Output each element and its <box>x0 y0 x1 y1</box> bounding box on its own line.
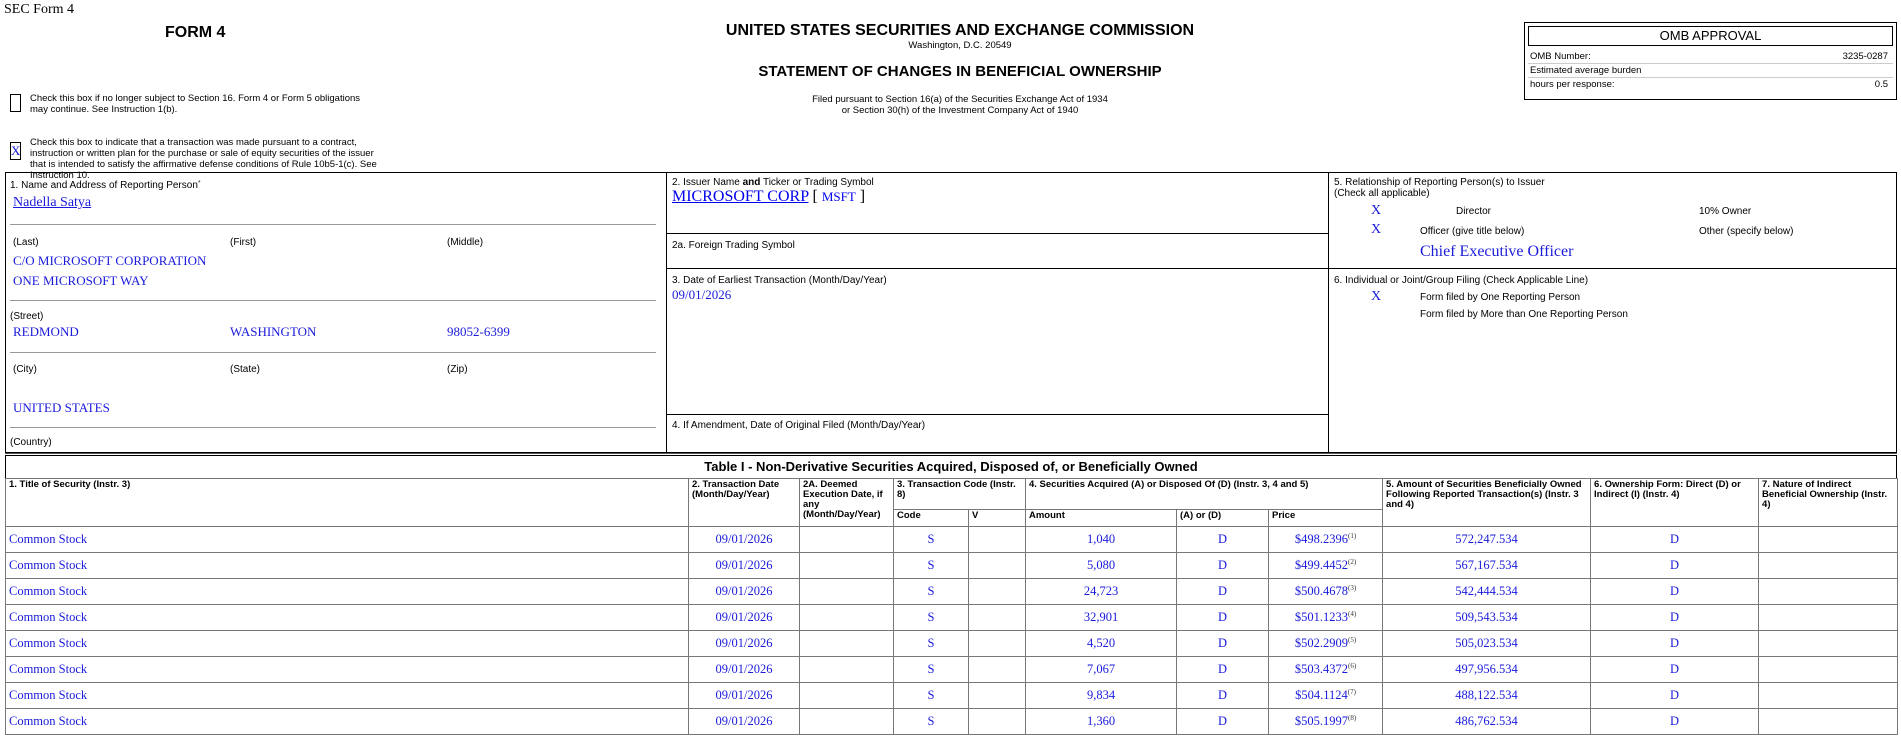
more-persons-label: Form filed by More than One Reporting Person <box>1420 309 1628 320</box>
issuer-name-link[interactable]: MICROSOFT CORP <box>672 188 809 205</box>
table1-title: Table I - Non-Derivative Securities Acquired, Disposed of, or Beneficially Owned <box>5 455 1897 479</box>
amount: 1,040 <box>1026 527 1177 553</box>
security-title: Common Stock <box>6 631 689 657</box>
acquired-disposed: D <box>1177 631 1269 657</box>
col-securities-header: 4. Securities Acquired (A) or Disposed Of (D) (Instr. 3, 4 and 5) <box>1026 479 1383 510</box>
price: $503.4372$^{(6)}$ <box>1269 657 1383 683</box>
col-price-sub: Price <box>1269 510 1383 527</box>
transaction-code: S <box>894 657 969 683</box>
omb-title: OMB APPROVAL <box>1528 26 1893 46</box>
security-title: Common Stock <box>6 657 689 683</box>
acquired-disposed: D <box>1177 709 1269 735</box>
col-date-header: 2. Transaction Date (Month/Day/Year) <box>689 479 800 527</box>
amount: 24,723 <box>1026 579 1177 605</box>
amount: 32,901 <box>1026 605 1177 631</box>
table-row <box>6 709 1898 735</box>
v-cell <box>969 709 1026 735</box>
director-label: Director <box>1456 206 1492 217</box>
director-check[interactable]: X <box>1371 203 1382 218</box>
footnote-ref[interactable]: (2) <box>1347 558 1357 566</box>
nature-indirect <box>1759 527 1898 553</box>
omb-burden-label-2: hours per response: <box>1530 79 1615 90</box>
transaction-date: 09/01/2026 <box>689 605 800 631</box>
first-label: (First) <box>230 237 257 248</box>
transaction-date: 09/01/2026 <box>689 709 800 735</box>
amount: 7,067 <box>1026 657 1177 683</box>
amount: 4,520 <box>1026 631 1177 657</box>
col-code-header: 3. Transaction Code (Instr. 8) <box>894 479 1026 510</box>
col-amount-sub: Amount <box>1026 510 1177 527</box>
ownership-form: D <box>1591 631 1759 657</box>
acquired-disposed: D <box>1177 527 1269 553</box>
transaction-code: S <box>894 553 969 579</box>
price: $501.1233$^{(4)}$ <box>1269 605 1383 631</box>
security-title: Common Stock <box>6 553 689 579</box>
transaction-date: 09/01/2026 <box>689 527 800 553</box>
col-code-sub: Code <box>894 510 969 527</box>
price: $505.1997$^{(8)}$ <box>1269 709 1383 735</box>
ownership-form: D <box>1591 579 1759 605</box>
footnote-ref[interactable]: (3) <box>1347 584 1357 592</box>
footnote-ref[interactable]: (8) <box>1347 714 1357 722</box>
transaction-code: S <box>894 579 969 605</box>
nature-indirect <box>1759 579 1898 605</box>
acquired-disposed: D <box>1177 579 1269 605</box>
owned-following: 497,956.534 <box>1383 657 1591 683</box>
owned-following: 567,167.534 <box>1383 553 1591 579</box>
table-row <box>6 605 1898 631</box>
section16-checkbox[interactable] <box>10 94 21 112</box>
transaction-date: 09/01/2026 <box>689 579 800 605</box>
commission-location: Washington, D.C. 20549 <box>908 40 1012 51</box>
deemed-date <box>800 683 894 709</box>
owned-following: 486,762.534 <box>1383 709 1591 735</box>
street-line-1: C/O MICROSOFT CORPORATION <box>13 253 207 268</box>
deemed-date <box>800 553 894 579</box>
amendment-label: 4. If Amendment, Date of Original Filed (Month/Day/Year) <box>672 420 926 431</box>
acquired-disposed: D <box>1177 657 1269 683</box>
footnote-ref[interactable]: (1) <box>1347 532 1357 540</box>
nature-indirect <box>1759 657 1898 683</box>
price: $502.2909$^{(5)}$ <box>1269 631 1383 657</box>
deemed-date <box>800 631 894 657</box>
amount: 9,834 <box>1026 683 1177 709</box>
transaction-date: 09/01/2026 <box>689 631 800 657</box>
transaction-code: S <box>894 527 969 553</box>
nature-indirect <box>1759 709 1898 735</box>
nature-indirect <box>1759 605 1898 631</box>
issuer-ticker-link[interactable]: MSFT <box>821 189 856 204</box>
zip-label: (Zip) <box>447 364 468 375</box>
col-deemed-header: 2A. Deemed Execution Date, if any (Month/Day/Year) <box>800 479 894 527</box>
relationship-label-2: (Check all applicable) <box>1334 188 1430 199</box>
ten-percent-owner-label: 10% Owner <box>1699 206 1752 217</box>
one-person-check[interactable]: X <box>1371 289 1382 304</box>
security-title: Common Stock <box>6 579 689 605</box>
ownership-form: D <box>1591 605 1759 631</box>
issuer-label: 2. Issuer Name and Ticker or Trading Symbol <box>672 177 874 188</box>
col-title-header: 1. Title of Security (Instr. 3) <box>6 479 689 527</box>
table-row <box>6 553 1898 579</box>
deemed-date <box>800 527 894 553</box>
amount: 5,080 <box>1026 553 1177 579</box>
price: $498.2396$^{(1)}$ <box>1269 527 1383 553</box>
rule10b5-checkbox[interactable]: X <box>11 143 21 158</box>
security-title: Common Stock <box>6 527 689 553</box>
page-label: SEC Form 4 <box>4 2 75 17</box>
issuer-name-line: MICROSOFT CORP [ MSFT ] <box>672 188 866 205</box>
v-cell <box>969 683 1026 709</box>
deemed-date <box>800 709 894 735</box>
ownership-form: D <box>1591 709 1759 735</box>
form-title: FORM 4 <box>165 24 226 41</box>
transaction-code: S <box>894 605 969 631</box>
transaction-date: 09/01/2026 <box>689 683 800 709</box>
filing-label: 6. Individual or Joint/Group Filing (Check Applicable Line) <box>1334 275 1589 286</box>
col-owned-header: 5. Amount of Securities Beneficially Owned Following Reported Transaction(s) (Instr. 3 and 4) <box>1383 479 1591 527</box>
price: $500.4678$^{(3)}$ <box>1269 579 1383 605</box>
city-label: (City) <box>13 364 37 375</box>
security-title: Common Stock <box>6 605 689 631</box>
non-derivative-table <box>5 478 1898 735</box>
reporting-person-name[interactable]: Nadella Satya <box>13 195 92 210</box>
footnote-ref[interactable]: (6) <box>1347 662 1357 670</box>
v-cell <box>969 657 1026 683</box>
ownership-form: D <box>1591 553 1759 579</box>
col-ad-sub: (A) or (D) <box>1177 510 1269 527</box>
officer-check[interactable]: X <box>1371 222 1382 237</box>
nature-indirect <box>1759 631 1898 657</box>
city-value: REDMOND <box>13 324 79 339</box>
street-line-2: ONE MICROSOFT WAY <box>13 273 149 288</box>
transaction-date: 09/01/2026 <box>689 657 800 683</box>
acquired-disposed: D <box>1177 553 1269 579</box>
transaction-code: S <box>894 709 969 735</box>
state-value: WASHINGTON <box>230 324 317 339</box>
officer-label: Officer (give title below) <box>1420 226 1525 237</box>
earliest-transaction-label: 3. Date of Earliest Transaction (Month/Day/Year) <box>672 275 887 286</box>
street-label: (Street) <box>10 311 44 322</box>
col-nature-header: 7. Nature of Indirect Beneficial Ownership (Instr. 4) <box>1759 479 1898 527</box>
omb-number-label: OMB Number: <box>1530 51 1591 62</box>
one-person-label: Form filed by One Reporting Person <box>1420 292 1581 303</box>
relationship-label-1: 5. Relationship of Reporting Person(s) to Issuer <box>1334 177 1545 188</box>
table-row <box>6 579 1898 605</box>
table-row <box>6 631 1898 657</box>
country-label: (Country) <box>10 437 52 448</box>
price: $499.4452$^{(2)}$ <box>1269 553 1383 579</box>
section16-checkbox-text: Check this box if no longer subject to Section 16. Form 4 or Form 5 obligations may continue. See Instruction 1(b). <box>30 93 361 115</box>
owned-following: 505,023.534 <box>1383 631 1591 657</box>
v-cell <box>969 631 1026 657</box>
deemed-date <box>800 605 894 631</box>
earliest-transaction-date: 09/01/2026 <box>672 287 732 302</box>
officer-title: Chief Executive Officer <box>1420 243 1574 260</box>
omb-burden-value: 0.5 <box>1874 79 1888 90</box>
price: $504.1124$^{(7)}$ <box>1269 683 1383 709</box>
omb-approval-box <box>1524 22 1897 100</box>
foreign-symbol-label: 2a. Foreign Trading Symbol <box>672 240 795 251</box>
footnote-ref[interactable]: (7) <box>1347 688 1356 696</box>
middle-label: (Middle) <box>447 237 484 248</box>
other-label: Other (specify below) <box>1699 226 1794 237</box>
filed-line-1: Filed pursuant to Section 16(a) of the Securities Exchange Act of 1934 <box>812 94 1108 105</box>
col-v-sub: V <box>969 510 1026 527</box>
transaction-code: S <box>894 683 969 709</box>
table-row <box>6 657 1898 683</box>
footnote-ref[interactable]: (5) <box>1347 636 1357 644</box>
omb-burden-label-1: Estimated average burden <box>1530 65 1642 76</box>
v-cell <box>969 553 1026 579</box>
deemed-date <box>800 579 894 605</box>
v-cell <box>969 579 1026 605</box>
nature-indirect <box>1759 553 1898 579</box>
owned-following: 542,444.534 <box>1383 579 1591 605</box>
amount: 1,360 <box>1026 709 1177 735</box>
acquired-disposed: D <box>1177 605 1269 631</box>
commission-name: UNITED STATES SECURITIES AND EXCHANGE COMMISSION <box>725 22 1195 39</box>
rule10b5-checkbox-text: Check this box to indicate that a transaction was made pursuant to a contract, instruction or written plan for the purchase or sale of equity securities of the issuer that is intended to satisfy the affirmative defense conditions of Rule 10b5-1(c). See Instruction 10. <box>30 137 377 181</box>
owned-following: 488,122.534 <box>1383 683 1591 709</box>
acquired-disposed: D <box>1177 683 1269 709</box>
table-row <box>6 527 1898 553</box>
omb-number-value: 3235-0287 <box>1842 51 1888 62</box>
v-cell <box>969 605 1026 631</box>
security-title: Common Stock <box>6 709 689 735</box>
commission-header <box>620 22 1300 116</box>
v-cell <box>969 527 1026 553</box>
transaction-date: 09/01/2026 <box>689 553 800 579</box>
statement-title: STATEMENT OF CHANGES IN BENEFICIAL OWNERSHIP <box>758 63 1162 80</box>
ownership-form: D <box>1591 683 1759 709</box>
country-value: UNITED STATES <box>13 400 110 415</box>
owned-following: 572,247.534 <box>1383 527 1591 553</box>
deemed-date <box>800 657 894 683</box>
table-row <box>6 683 1898 709</box>
reporting-person-label: 1. Name and Address of Reporting Person* <box>10 180 201 191</box>
ownership-form: D <box>1591 657 1759 683</box>
ownership-form: D <box>1591 527 1759 553</box>
state-label: (State) <box>230 364 261 375</box>
col-form-header: 6. Ownership Form: Direct (D) or Indirect (I) (Instr. 4) <box>1591 479 1759 527</box>
last-label: (Last) <box>13 237 39 248</box>
security-title: Common Stock <box>6 683 689 709</box>
filed-line-2: or Section 30(h) of the Investment Company Act of 1940 <box>841 105 1079 116</box>
zip-value: 98052-6399 <box>447 324 510 339</box>
nature-indirect <box>1759 683 1898 709</box>
footnote-ref[interactable]: (4) <box>1347 610 1357 618</box>
transaction-code: S <box>894 631 969 657</box>
owned-following: 509,543.534 <box>1383 605 1591 631</box>
